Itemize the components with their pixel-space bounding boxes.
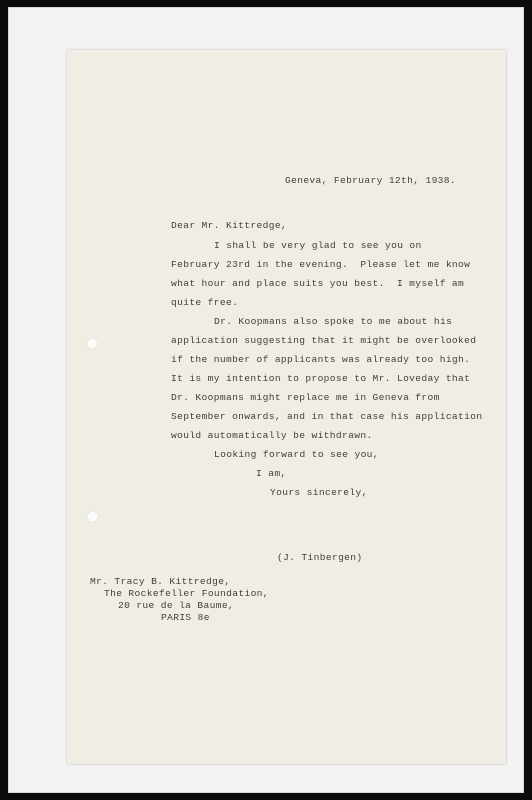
address-line: PARIS 8e <box>161 612 210 623</box>
dateline: Geneva, February 12th, 1938. <box>285 175 457 186</box>
closing-i-am: I am, <box>256 468 287 479</box>
body-line: quite free. <box>171 297 239 308</box>
body-line: Dr. Koopmans also spoke to me about his <box>214 316 453 327</box>
letter-page <box>67 50 506 764</box>
address-line: The Rockefeller Foundation, <box>104 588 269 599</box>
body-line: if the number of applicants was already too high. <box>171 354 471 365</box>
salutation: Dear Mr. Kittredge, <box>171 220 288 231</box>
body-line: September onwards, and in that case his application <box>171 411 483 422</box>
punch-hole-upper <box>87 338 98 349</box>
address-line: 20 rue de la Baume, <box>118 600 235 611</box>
body-line: Looking forward to see you, <box>214 449 379 460</box>
closing-yours-sincerely: Yours sincerely, <box>270 487 368 498</box>
body-line: Dr. Koopmans might replace me in Geneva from <box>171 392 440 403</box>
body-line: February 23rd in the evening. Please let me know <box>171 259 471 270</box>
punch-hole-lower <box>87 511 98 522</box>
body-line: application suggesting that it might be overlooked <box>171 335 477 346</box>
viewer-frame <box>8 7 524 793</box>
body-line: what hour and place suits you best. I myself am <box>171 278 465 289</box>
body-line: would automatically be withdrawn. <box>171 430 373 441</box>
body-line: It is my intention to propose to Mr. Loveday that <box>171 373 471 384</box>
signature: (J. Tinbergen) <box>277 552 363 563</box>
body-line: I shall be very glad to see you on <box>214 240 422 251</box>
address-line: Mr. Tracy B. Kittredge, <box>90 576 231 587</box>
